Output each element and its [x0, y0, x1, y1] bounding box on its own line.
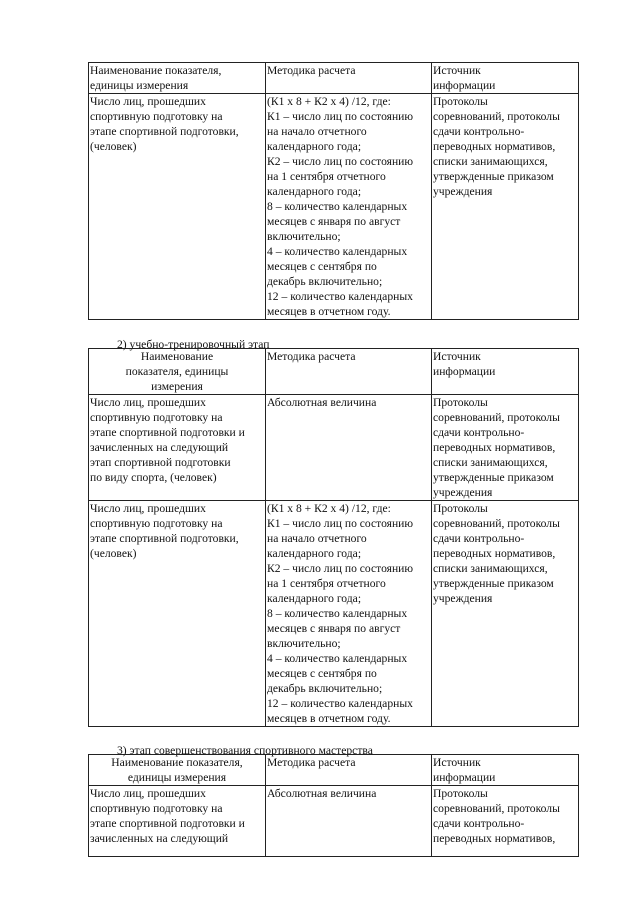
- header-information-source: Источник информации: [432, 63, 579, 94]
- cell-calculation-method: Абсолютная величина: [266, 395, 432, 501]
- cell-information-source: Протоколы соревнований, протоколы сдачи контрольно- переводных нормативов, списки занимающихся, утвержденные приказом учреждения: [432, 94, 579, 320]
- indicator-table-1: [88, 62, 579, 320]
- section-heading-mastery-stage: 3) этап совершенствования спортивного мастерства: [117, 744, 373, 757]
- cell-indicator-name: Число лиц, прошедших спортивную подготовку на этапе спортивной подготовки, (человек): [89, 501, 266, 727]
- cell-indicator-name: Число лиц, прошедших спортивную подготовку на этапе спортивной подготовки и зачисленных на следующий этап спортивной подготовки по виду спорта, (человек): [89, 395, 266, 501]
- cell-indicator-name: Число лиц, прошедших спортивную подготовку на этапе спортивной подготовки и зачисленных на следующий: [89, 786, 266, 857]
- section-heading-training-stage: 2) учебно-тренировочный этап: [117, 338, 270, 351]
- header-information-source: Источник информации: [432, 755, 579, 786]
- cell-calculation-method: Абсолютная величина: [266, 786, 432, 857]
- table-row: [89, 395, 579, 501]
- table-header-row: [89, 63, 579, 94]
- cell-calculation-method: (К1 х 8 + К2 х 4) /12, где: К1 – число лиц по состоянию на начало отчетного календарного года; К2 – число лиц по состоянию на 1 сентября отчетного календарного года; 8 – количество календарных месяцев с января по август включительно; 4 – количество календарных месяцев с сентября по декабрь включительно; 12 – количество календарных месяцев в отчетном году.: [266, 501, 432, 727]
- header-indicator-name: Наименование показателя, единицы измерения: [89, 755, 266, 786]
- cell-information-source: Протоколы соревнований, протоколы сдачи контрольно- переводных нормативов, списки занимающихся, утвержденные приказом учреждения: [432, 501, 579, 727]
- indicator-table-2: [88, 348, 579, 727]
- table-header-row: [89, 349, 579, 395]
- header-calculation-method: Методика расчета: [266, 63, 432, 94]
- table-row: [89, 94, 579, 320]
- cell-calculation-method: (К1 х 8 + К2 х 4) /12, где: К1 – число лиц по состоянию на начало отчетного календарного года; К2 – число лиц по состоянию на 1 сентября отчетного календарного года; 8 – количество календарных месяцев с января по август включительно; 4 – количество календарных месяцев с сентября по декабрь включительно; 12 – количество календарных месяцев в отчетном году.: [266, 94, 432, 320]
- table-row: [89, 501, 579, 727]
- cell-information-source: Протоколы соревнований, протоколы сдачи контрольно- переводных нормативов, списки занимающихся, утвержденные приказом учреждения: [432, 395, 579, 501]
- cell-information-source: Протоколы соревнований, протоколы сдачи контрольно- переводных нормативов,: [432, 786, 579, 857]
- header-information-source: Источник информации: [432, 349, 579, 395]
- table-row: [89, 786, 579, 857]
- table-header-row: [89, 755, 579, 786]
- indicator-table-3: [88, 754, 579, 857]
- header-calculation-method: Методика расчета: [266, 349, 432, 395]
- cell-indicator-name: Число лиц, прошедших спортивную подготовку на этапе спортивной подготовки, (человек): [89, 94, 266, 320]
- header-calculation-method: Методика расчета: [266, 755, 432, 786]
- header-indicator-name: Наименование показателя, единицы измерения: [89, 63, 266, 94]
- header-indicator-name: Наименование показателя, единицы измерения: [89, 349, 266, 395]
